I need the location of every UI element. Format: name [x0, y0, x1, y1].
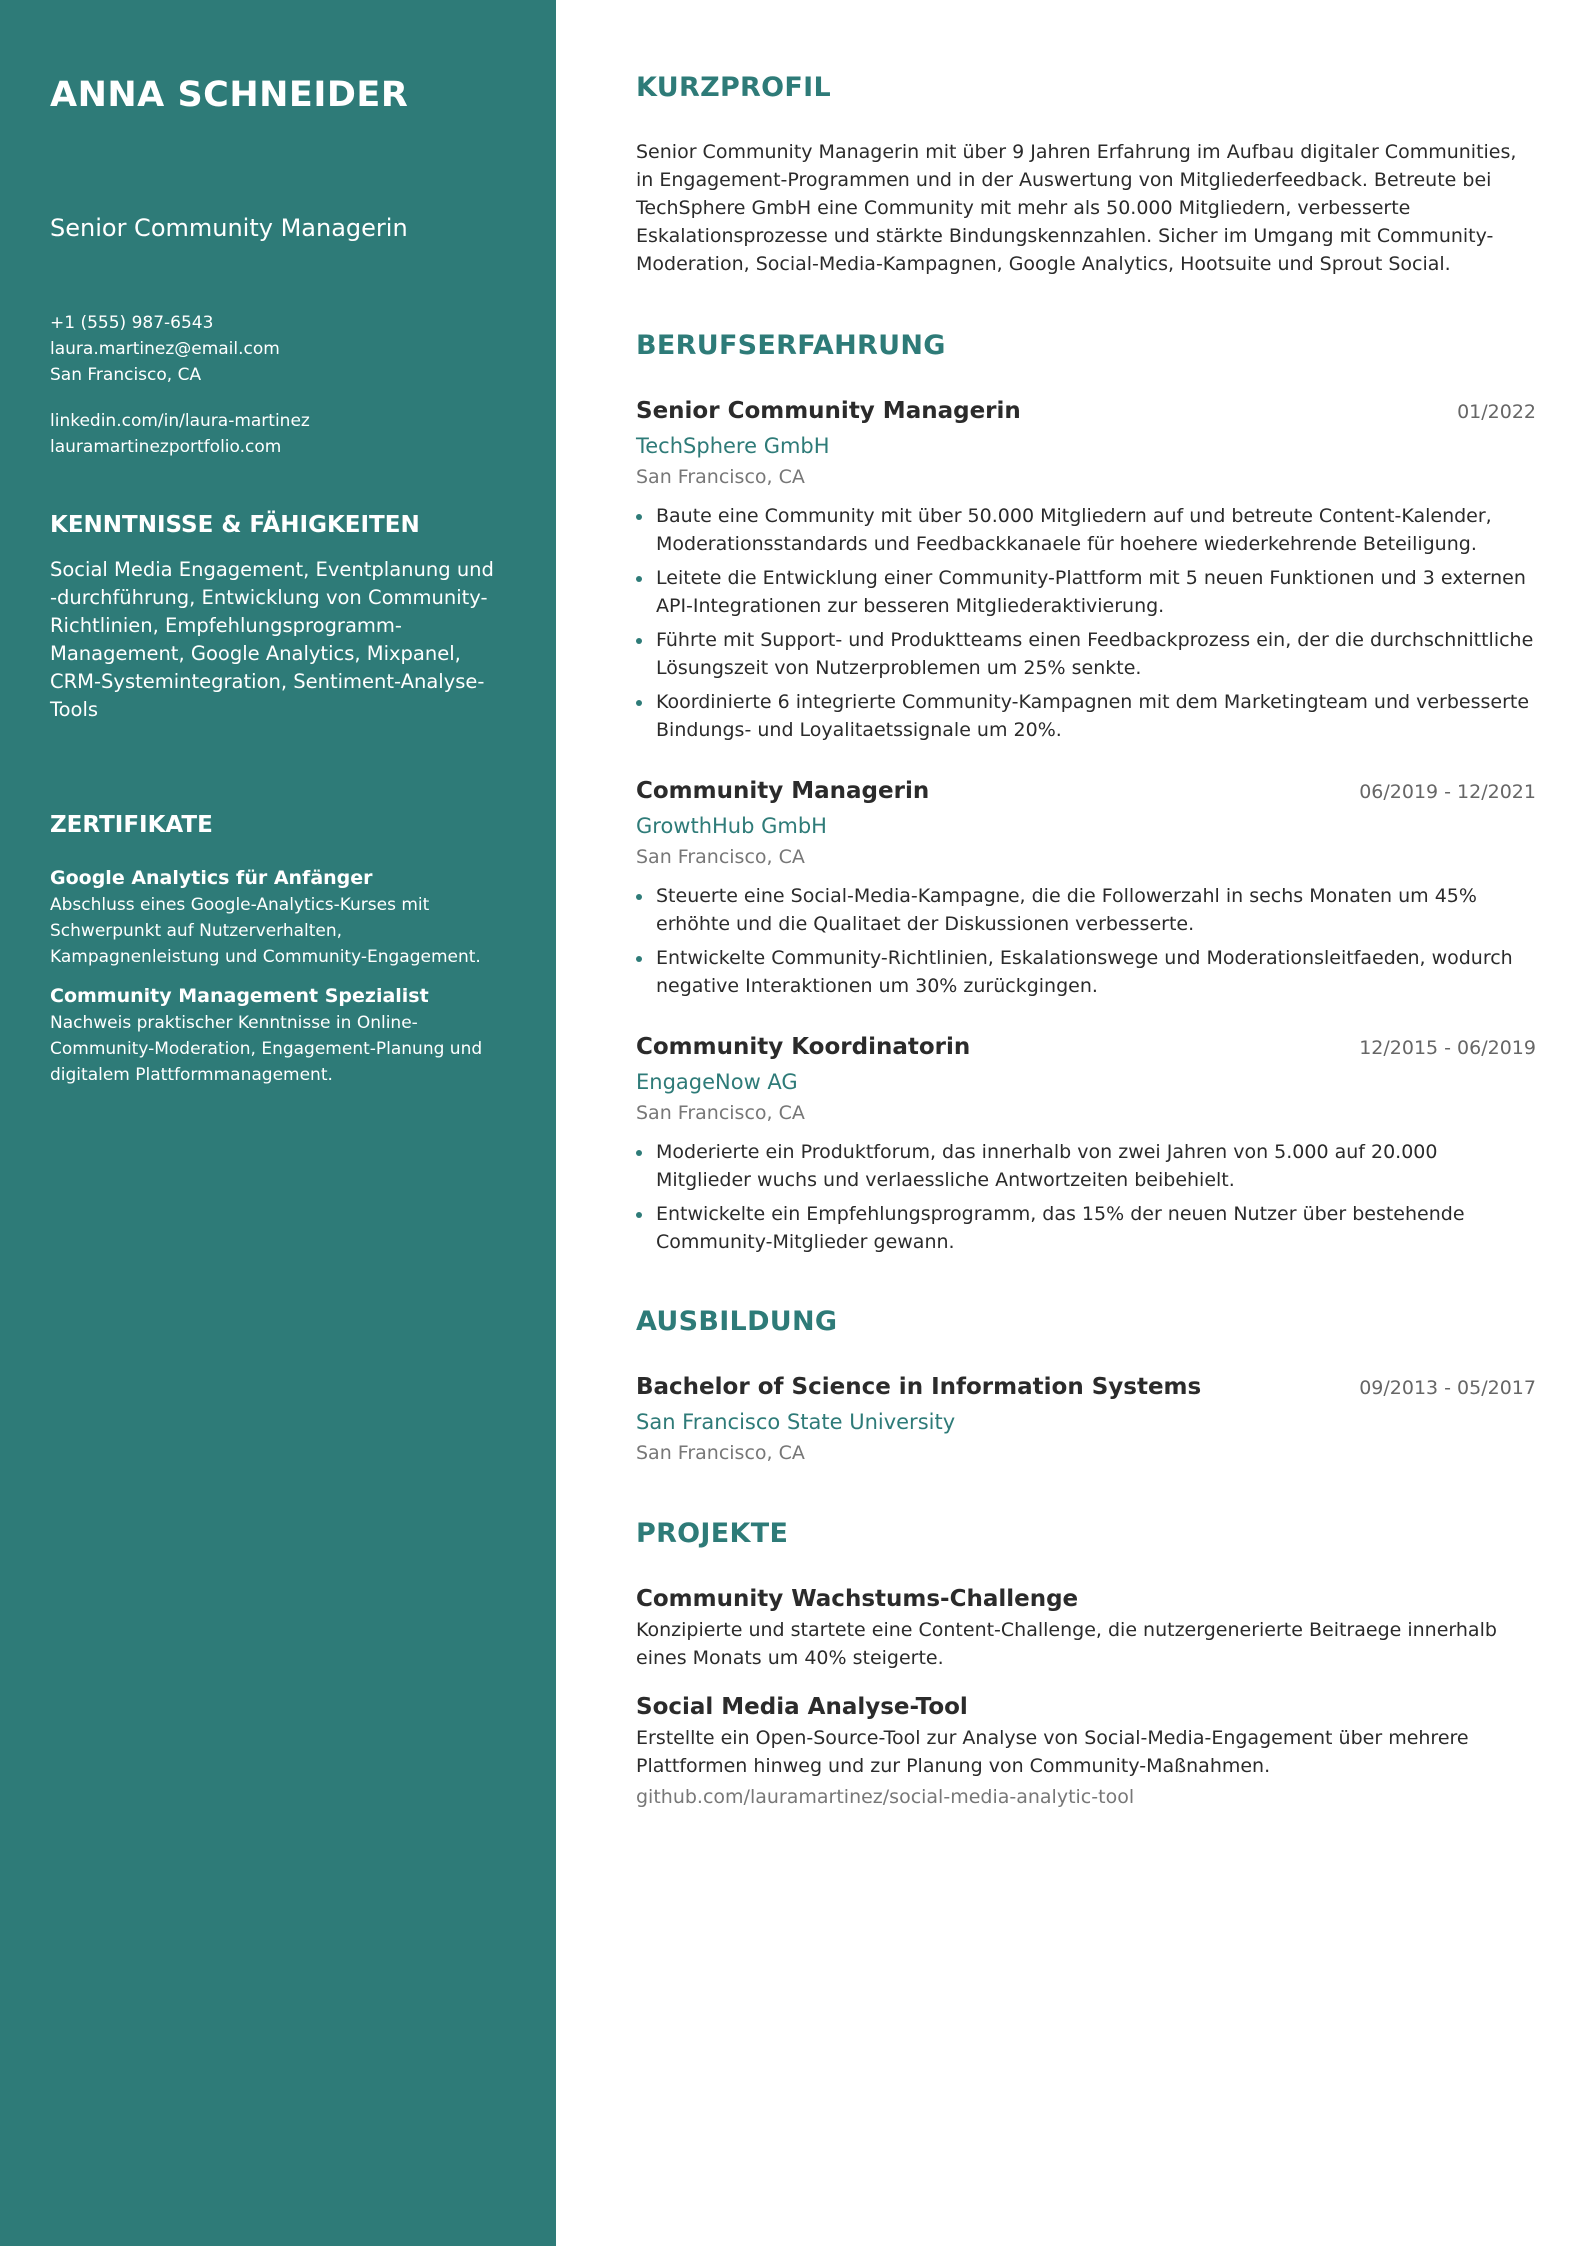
project-link[interactable]: github.com/lauramartinez/social-media-analytic-tool: [636, 1786, 1135, 1808]
job-bullets: [636, 502, 1536, 744]
certificate-description: Abschluss eines Google-Analytics-Kurses mit Schwerpunkt auf Nutzerverhalten, Kampagnenleistung und Community-Engagement.: [50, 895, 481, 967]
job-bullet: Moderierte ein Produktforum, das innerhalb von zwei Jahren von 5.000 auf 20.000 Mitglieder wuchs und verlaessliche Antwortzeiten beibehielt.: [636, 1138, 1536, 1194]
job-bullet: Koordinierte 6 integrierte Community-Kampagnen mit dem Marketingteam und verbesserte Bindungs- und Loyalitaetssignale um 20%.: [636, 688, 1536, 744]
summary-text: Senior Community Managerin mit über 9 Jahren Erfahrung im Aufbau digitaler Communities, in Engagement-Programmen und in der Auswertung von Mitgliederfeedback. Betreute bei TechSphere GmbH eine Community mit mehr als 50.000 Mitgliedern, verbesserte Eskalationsprozesse und stärkte Bindungskennzahlen. Sicher im Umgang mit Community-Moderation, Social-Media-Kampagnen, Google Analytics, Hootsuite und Sprout Social.: [636, 141, 1517, 275]
skills-text: Social Media Engagement, Eventplanung und -durchführung, Entwicklung von Community-Richtlinien, Empfehlungsprogramm-Management, Google Analytics, Mixpanel, CRM-Systemintegration, Sentiment-Analyse-Tools: [50, 558, 494, 721]
job-bullet: Entwickelte Community-Richtlinien, Eskalationswege und Moderationsleitfaeden, wodurch negative Interaktionen um 30% zurückgingen.: [636, 944, 1536, 1000]
job-bullets: [636, 1138, 1536, 1256]
education-date: 09/2013 - 05/2017: [1359, 1377, 1536, 1399]
candidate-name: ANNA SCHNEIDER: [50, 75, 409, 115]
education-header: [636, 1370, 1536, 1404]
contact-location: San Francisco, CA: [50, 365, 202, 385]
certificate-title: Google Analytics für Anfänger: [50, 867, 373, 889]
contact-block: [50, 310, 506, 460]
job-bullet: Führte mit Support- und Produktteams einen Feedbackprozess ein, der die durchschnittliche Lösungszeit von Nutzerproblemen um 25% senkte.: [636, 626, 1536, 682]
job-header: [636, 394, 1536, 428]
project-description: Erstellte ein Open-Source-Tool zur Analyse von Social-Media-Engagement über mehrere Plattformen hinweg und zur Planung von Community-Maßnahmen.: [636, 1727, 1469, 1777]
certificate-title: Community Management Spezialist: [50, 985, 429, 1007]
education-entry: [636, 1370, 1536, 1468]
job-entry: [636, 394, 1536, 744]
job-bullets: [636, 882, 1536, 1000]
job-entry: [636, 774, 1536, 1000]
project-entry: [636, 1582, 1536, 1672]
job-location: San Francisco, CA: [636, 1102, 805, 1124]
job-company: EngageNow AG: [636, 1070, 798, 1094]
project-title: Community Wachstums-Challenge: [636, 1586, 1079, 1612]
projects-heading: PROJEKTE: [636, 1518, 789, 1549]
certificate-description: Nachweis praktischer Kenntnisse in Online-Community-Moderation, Engagement-Planung und digitalem Plattformmanagement.: [50, 1013, 483, 1085]
job-date: 12/2015 - 06/2019: [1359, 1037, 1536, 1059]
job-header: [636, 1030, 1536, 1064]
contact-linkedin[interactable]: linkedin.com/in/laura-martinez: [50, 411, 310, 431]
main-content: [556, 0, 1588, 2246]
job-bullet: Entwickelte ein Empfehlungsprogramm, das 15% der neuen Nutzer über bestehende Community-Mitglieder gewann.: [636, 1200, 1536, 1256]
job-bullet: Baute eine Community mit über 50.000 Mitgliedern auf und betreute Content-Kalender, Moderationsstandards und Feedbackkanaele für hoehere wiederkehrende Beteiligung.: [636, 502, 1536, 558]
job-company: TechSphere GmbH: [636, 434, 830, 458]
certificate-item: [50, 864, 506, 970]
job-date: 01/2022: [1457, 401, 1536, 423]
job-title: Community Managerin: [636, 778, 930, 804]
project-title: Social Media Analyse-Tool: [636, 1694, 968, 1720]
education-degree: Bachelor of Science in Information Systems: [636, 1374, 1202, 1400]
job-title: Senior Community Managerin: [636, 398, 1021, 424]
education-heading: AUSBILDUNG: [636, 1306, 838, 1337]
certificates-heading: ZERTIFIKATE: [50, 812, 213, 838]
summary-heading: KURZPROFIL: [636, 72, 831, 103]
project-entry: [636, 1690, 1536, 1812]
contact-spacer: [50, 388, 506, 408]
job-company: GrowthHub GmbH: [636, 814, 827, 838]
certificate-item: [50, 982, 506, 1088]
job-entry: [636, 1030, 1536, 1256]
skills-heading: KENNTNISSE & FÄHIGKEITEN: [50, 512, 420, 538]
sidebar: [0, 0, 556, 2246]
contact-portfolio[interactable]: lauramartinezportfolio.com: [50, 437, 282, 457]
job-bullet: Leitete die Entwicklung einer Community-Plattform mit 5 neuen Funktionen und 3 externen API-Integrationen zur besseren Mitgliederaktivierung.: [636, 564, 1536, 620]
job-location: San Francisco, CA: [636, 846, 805, 868]
contact-email[interactable]: laura.martinez@email.com: [50, 339, 280, 359]
experience-heading: BERUFSERFAHRUNG: [636, 330, 946, 361]
contact-phone: +1 (555) 987-6543: [50, 313, 214, 333]
job-date: 06/2019 - 12/2021: [1359, 781, 1536, 803]
job-title: Community Koordinatorin: [636, 1034, 971, 1060]
job-bullet: Steuerte eine Social-Media-Kampagne, die die Followerzahl in sechs Monaten um 45% erhöhte und die Qualitaet der Diskussionen verbesserte.: [636, 882, 1536, 938]
job-header: [636, 774, 1536, 808]
job-location: San Francisco, CA: [636, 466, 805, 488]
candidate-headline: Senior Community Managerin: [50, 214, 408, 242]
education-school: San Francisco State University: [636, 1410, 956, 1434]
education-location: San Francisco, CA: [636, 1442, 805, 1464]
project-description: Konzipierte und startete eine Content-Challenge, die nutzergenerierte Beitraege innerhalb eines Monats um 40% steigerte.: [636, 1619, 1497, 1669]
